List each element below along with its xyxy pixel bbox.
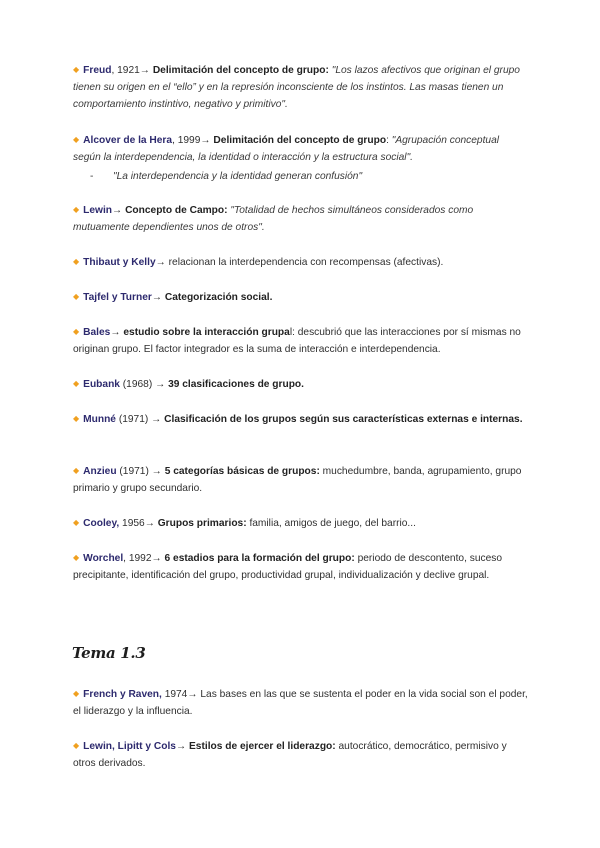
arrow: → (151, 414, 165, 425)
topic: estudio sobre la interacción grupa (123, 327, 290, 338)
entry-lewin-lipitt (73, 738, 529, 772)
description: relacionan la interdependencia con recompensas (afectivas). (168, 257, 444, 268)
arrow: → (151, 292, 165, 303)
quote: "Los lazos afectivos que originan el grupo tienen su origen en el “ello” y en la represión inconsciente de los instintos. Las masas tienen un comportamiento instintivo, negativo y primitivo". (73, 65, 520, 111)
arrow: → (112, 205, 126, 216)
arrow: → (151, 466, 165, 477)
diamond-bullet-icon: ◆ (73, 466, 80, 475)
description: familia, amigos de juego, del barrio... (249, 518, 416, 529)
diamond-bullet-icon: ◆ (73, 379, 80, 388)
arrow: → (144, 518, 158, 529)
year: (1968) (119, 379, 156, 390)
arrow: → (155, 257, 169, 268)
year: , 1999 (172, 135, 201, 146)
quote: "Totalidad de hechos simultáneos considerados como mutuamente dependientes unos de otros". (73, 205, 474, 234)
year: 1956 (119, 518, 145, 529)
arrow: → (110, 327, 124, 338)
topic: Delimitación del concepto de grupo (213, 135, 387, 146)
author: Munné (83, 414, 116, 425)
topic: Concepto de Campo: (125, 205, 231, 216)
diamond-bullet-icon: ◆ (73, 518, 80, 527)
diamond-bullet-icon: ◆ (73, 65, 80, 74)
arrow: → (151, 553, 165, 564)
topic: 6 estadios para la formación del grupo: (164, 553, 358, 564)
author: Lewin, Lipitt y Cols (83, 741, 176, 752)
entry-thibaut-kelly (73, 254, 529, 271)
topic: Estilos de ejercer el liderazgo: (189, 741, 339, 752)
author: Worchel (83, 553, 124, 564)
diamond-bullet-icon: ◆ (73, 553, 80, 562)
author: French y Raven, (83, 689, 162, 700)
description: muchedumbre, banda, agrupamiento, grupo primario y grupo secundario. (73, 466, 522, 495)
arrow: → (187, 689, 201, 700)
year: 1974 (161, 689, 188, 700)
sub-item (90, 168, 520, 185)
diamond-bullet-icon: ◆ (73, 135, 80, 144)
author: Cooley, (83, 518, 120, 529)
entry-munne (73, 411, 529, 428)
author: Eubank (83, 379, 120, 390)
entry-eubank (73, 376, 529, 393)
author: Bales (83, 327, 111, 338)
author: Thibaut y Kelly (83, 257, 156, 268)
sub-item-text: "La interdependencia y la identidad generan confusión" (113, 171, 363, 182)
diamond-bullet-icon: ◆ (73, 292, 80, 301)
dash: - (90, 171, 94, 182)
topic: Delimitación del concepto de grupo: (152, 65, 332, 76)
entry-french-raven (73, 686, 529, 720)
diamond-bullet-icon: ◆ (73, 257, 80, 266)
entry-worchel (73, 550, 529, 584)
author: Lewin (83, 205, 113, 216)
author: Anzieu (83, 466, 117, 477)
entry-bales (73, 324, 529, 358)
topic: Categorización social. (164, 292, 273, 303)
section-heading: Tema 1.3 (72, 644, 146, 662)
author: Freud (83, 65, 112, 76)
year: (1971) (116, 466, 152, 477)
entry-tajfel-turner (73, 289, 529, 306)
quote: "Agrupación conceptual según la interdependencia, la identidad o interacción y la estructura social". (73, 135, 499, 164)
year: (1971) (115, 414, 152, 425)
description: autocrático, democrático, permisivo y otros derivados. (73, 741, 507, 770)
author: Tajfel y Turner (83, 292, 152, 303)
arrow: → (200, 135, 214, 146)
arrow: → (175, 741, 190, 752)
diamond-bullet-icon: ◆ (73, 689, 80, 698)
entry-lewin (73, 202, 529, 236)
topic: 5 categorías básicas de grupos: (164, 466, 323, 477)
year: , 1992 (123, 553, 152, 564)
diamond-bullet-icon: ◆ (73, 414, 80, 423)
topic: Clasificación de los grupos según sus características externas e internas. (164, 414, 523, 425)
entry-alcover (73, 132, 529, 166)
author: Alcover de la Hera (83, 135, 173, 146)
diamond-bullet-icon: ◆ (73, 741, 80, 750)
topic: 39 clasificaciones de grupo. (168, 379, 304, 390)
arrow: → (155, 379, 169, 390)
entry-freud (73, 62, 529, 114)
diamond-bullet-icon: ◆ (73, 205, 80, 214)
entry-anzieu (73, 463, 529, 497)
description: l: descubrió que las interacciones por sí mismas no originan grupo. El factor integrador es la suma de interacción e interdependencia. (73, 327, 521, 356)
topic: Grupos primarios: (157, 518, 250, 529)
description: Las bases en las que se sustenta el poder en la vida social son el poder, el liderazgo y la influencia. (73, 689, 528, 718)
description: periodo de descontento, suceso precipitante, identificación del grupo, productividad grupal, individualización y declive grupal. (73, 553, 503, 582)
colon: : (386, 135, 392, 146)
entry-cooley (73, 515, 529, 532)
arrow: → (139, 65, 153, 76)
diamond-bullet-icon: ◆ (73, 327, 80, 336)
year: , 1921 (111, 65, 140, 76)
